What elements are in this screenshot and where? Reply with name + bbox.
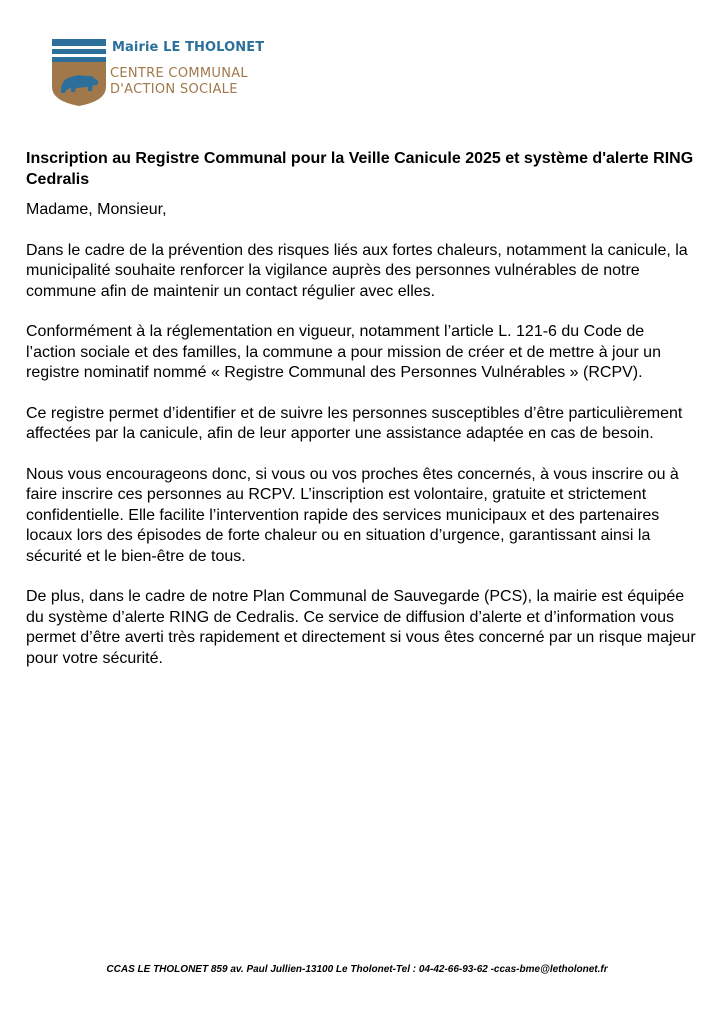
letter-body	[26, 149, 698, 689]
paragraph-ring-alert: De plus, dans le cadre de notre Plan Communal de Sauvegarde (PCS), la mairie est équipée du système d’alerte RING de Cedralis. Ce service de diffusion d’alerte et d’information vous permet d’être averti très rapidement et directement si vous êtes concerné par un risque majeur pour votre sécurité.	[26, 588, 696, 667]
paragraph-heat-prevention: Dans le cadre de la prévention des risques liés aux fortes chaleurs, notamment la canicule, la municipalité souhaite renforcer la vigilance auprès des personnes vulnérables de notre commune afin de maintenir un contact régulier avec elles.	[26, 241, 688, 300]
letter-salutation: Madame, Monsieur,	[26, 201, 167, 218]
footer-contact: CCAS LE THOLONET 859 av. Paul Jullien-13100 Le Tholonet-Tel : 04-42-66-93-62 -ccas-bme@letholonet.fr	[106, 964, 608, 975]
paragraph-regulation: Conformément à la réglementation en vigueur, notamment l’article L. 121-6 du Code de l’action sociale et des familles, la commune a pour mission de créer et de mettre à jour un registre nominatif nommé « Registre Communal des Personnes Vulnérables » (RCPV).	[26, 323, 661, 381]
letterhead-title: Mairie LE THOLONET	[112, 40, 265, 55]
paragraph-encouragement: Nous vous encourageons donc, si vous ou vos proches êtes concernés, à vous inscrire ou à faire inscrire ces personnes au RCPV. L’inscription est volontaire, gratuite et strictement confidentielle. Elle facilite l’intervention rapide des services municipaux et des partenaires locaux lors des épisodes de forte chaleur ou en situation d’urgence, garantissant ainsi la sécurité et le bien-être de tous.	[26, 465, 679, 565]
letterhead	[52, 39, 292, 109]
paragraph-register-purpose: Ce registre permet d’identifier et de suivre les personnes susceptibles d’être particulièrement affectées par la canicule, afin de leur apporter une assistance adaptée en cas de besoin.	[26, 404, 683, 442]
letter-subject: Inscription au Registre Communal pour la Veille Canicule 2025 et système d'alerte RING Cedralis	[26, 150, 694, 188]
letterhead-subtitle-line1: CENTRE COMMUNAL	[110, 66, 248, 81]
bear-crest-icon	[52, 39, 106, 106]
letterhead-subtitle-line2: D'ACTION SOCIALE	[110, 82, 238, 97]
